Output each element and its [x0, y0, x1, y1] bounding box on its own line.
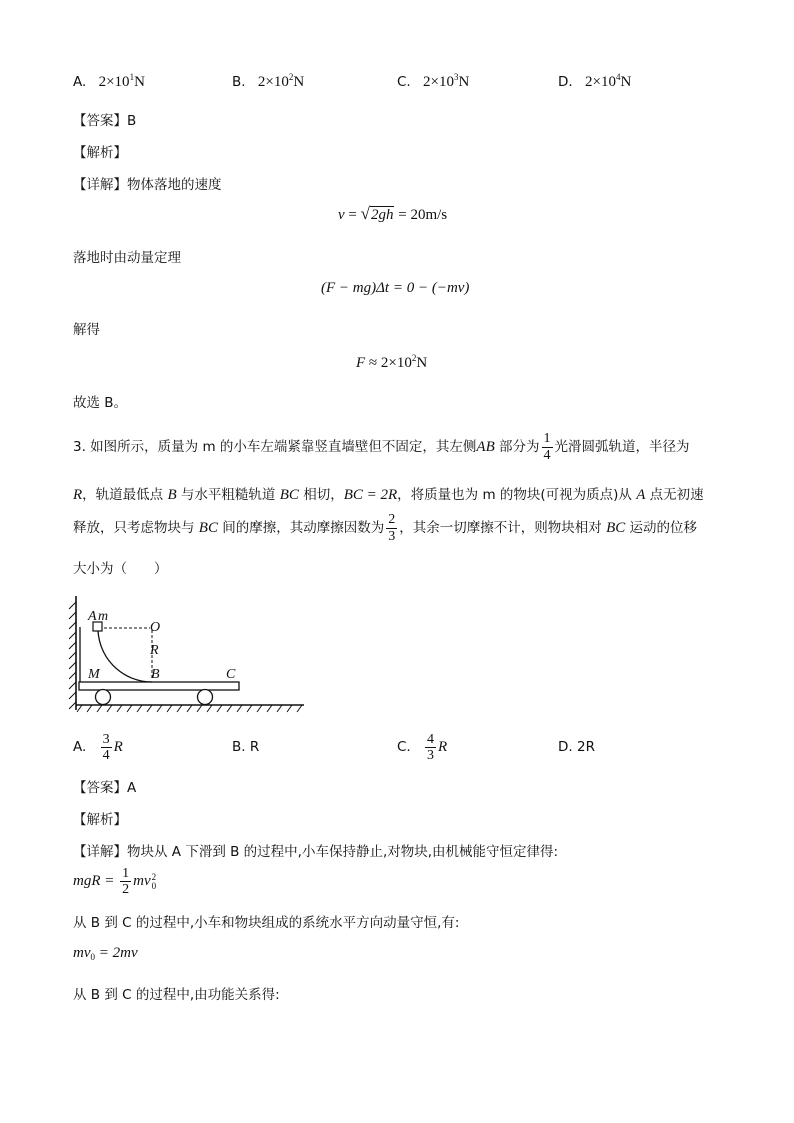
wheel-left: [96, 690, 111, 705]
label-b: B: [151, 667, 160, 682]
q2-option-b[interactable]: B. $2\times 10^2N$: [232, 72, 305, 90]
wall-hatching: [69, 602, 76, 709]
option-letter: C.: [397, 74, 411, 90]
option-letter: C.: [397, 739, 411, 755]
fraction-two-thirds: $\frac{2}{3}$: [388, 512, 396, 544]
q2-equation-velocity: v = √2gh = 20m/s: [338, 204, 448, 223]
option-letter: B.: [232, 74, 246, 90]
q2-line-momentum: 落地时由动量定理: [73, 250, 181, 266]
q3-option-c[interactable]: C. $\frac{4}{3}$ R: [397, 731, 448, 763]
q3-answer: 【答案】A: [73, 780, 137, 796]
q3-option-a[interactable]: A. $\frac{3}{4}$ R: [73, 731, 123, 763]
cart-track-figure: [66, 592, 311, 717]
label-c: C: [226, 667, 236, 682]
q2-equation-momentum: (F − mg)Δt = 0 − (−mv): [321, 280, 470, 296]
q3-detail: 【详解】物块从 A 下滑到 B 的过程中,小车保持静止,对物块,由机械能守恒定律得:: [73, 844, 559, 860]
option-letter: A.: [73, 739, 87, 755]
q2-equation-result: $F \approx 2\times 10^2N$: [356, 353, 428, 371]
label-a: A: [88, 609, 97, 624]
option-letter: A.: [73, 74, 87, 90]
q2-analysis-heading: 【解析】: [73, 145, 127, 161]
q2-option-d[interactable]: D. $2\times 10^4N$: [558, 72, 632, 90]
q3-stem-line-3: 释放，只考虑物块与 BC 间的摩擦，其动摩擦因数为 $\frac{2}{3}$ ，其余一切摩擦不计，则物块相对 BC 运动的位移: [73, 512, 698, 544]
q3-line-energy: 从 B 到 C 的过程中,由功能关系得:: [73, 987, 280, 1003]
q3-stem-line-1: 3. 如图所示，质量为 m 的小车左端紧靠竖直墙壁但不固定，其左侧AB 部分为 $\frac{1}{4}$ 光滑圆弧轨道，半径为: [73, 431, 690, 463]
q2-answer: 【答案】B: [73, 113, 137, 129]
q3-option-b[interactable]: B. R: [232, 739, 260, 755]
label-cart-m: M: [88, 667, 100, 682]
sqrt-sign: √: [360, 204, 370, 223]
option-letter: D.: [558, 74, 573, 90]
q3-stem-line-2: R，轨道最低点 B 与水平粗糙轨道 BC 相切，BC = 2R，将质量也为 m 的物块(可视为质点)从 A 点无初速: [73, 487, 704, 503]
q2-detail: 【详解】物体落地的速度: [73, 177, 222, 193]
q2-option-a[interactable]: A. $2\times 10^1N$: [73, 72, 145, 90]
q2-line-solve: 解得: [73, 322, 100, 338]
fraction-one-half: $\frac{1}{2}$: [122, 865, 130, 898]
q3-analysis-heading: 【解析】: [73, 812, 127, 828]
fraction-three-quarters: $\frac{3}{4}$: [102, 731, 110, 763]
label-r: R: [150, 643, 159, 658]
ground-hatching: [77, 705, 302, 712]
q3-line-momentum: 从 B 到 C 的过程中,小车和物块组成的系统水平方向动量守恒,有:: [73, 915, 460, 931]
q3-equation-momentum: $mv_0 = 2mv$: [73, 945, 138, 962]
label-m-block: m: [98, 609, 109, 624]
arc-track: [98, 626, 152, 682]
label-o: O: [150, 620, 161, 635]
wheel-right: [198, 690, 213, 705]
q2-conclusion: 故选 B。: [73, 395, 128, 411]
q3-stem-line-4: 大小为（ ）: [73, 561, 168, 577]
fraction-four-thirds: $\frac{4}{3}$: [427, 731, 435, 763]
fraction-one-quarter: $\frac{1}{4}$: [543, 431, 551, 463]
q3-equation-energy: mgR = $\frac{1}{2}$ mv 2 0: [73, 865, 157, 898]
q2-option-c[interactable]: C. $2\times 10^3N$: [397, 72, 470, 90]
cart-base: [79, 682, 239, 690]
q3-option-d[interactable]: D. 2R: [558, 739, 595, 755]
